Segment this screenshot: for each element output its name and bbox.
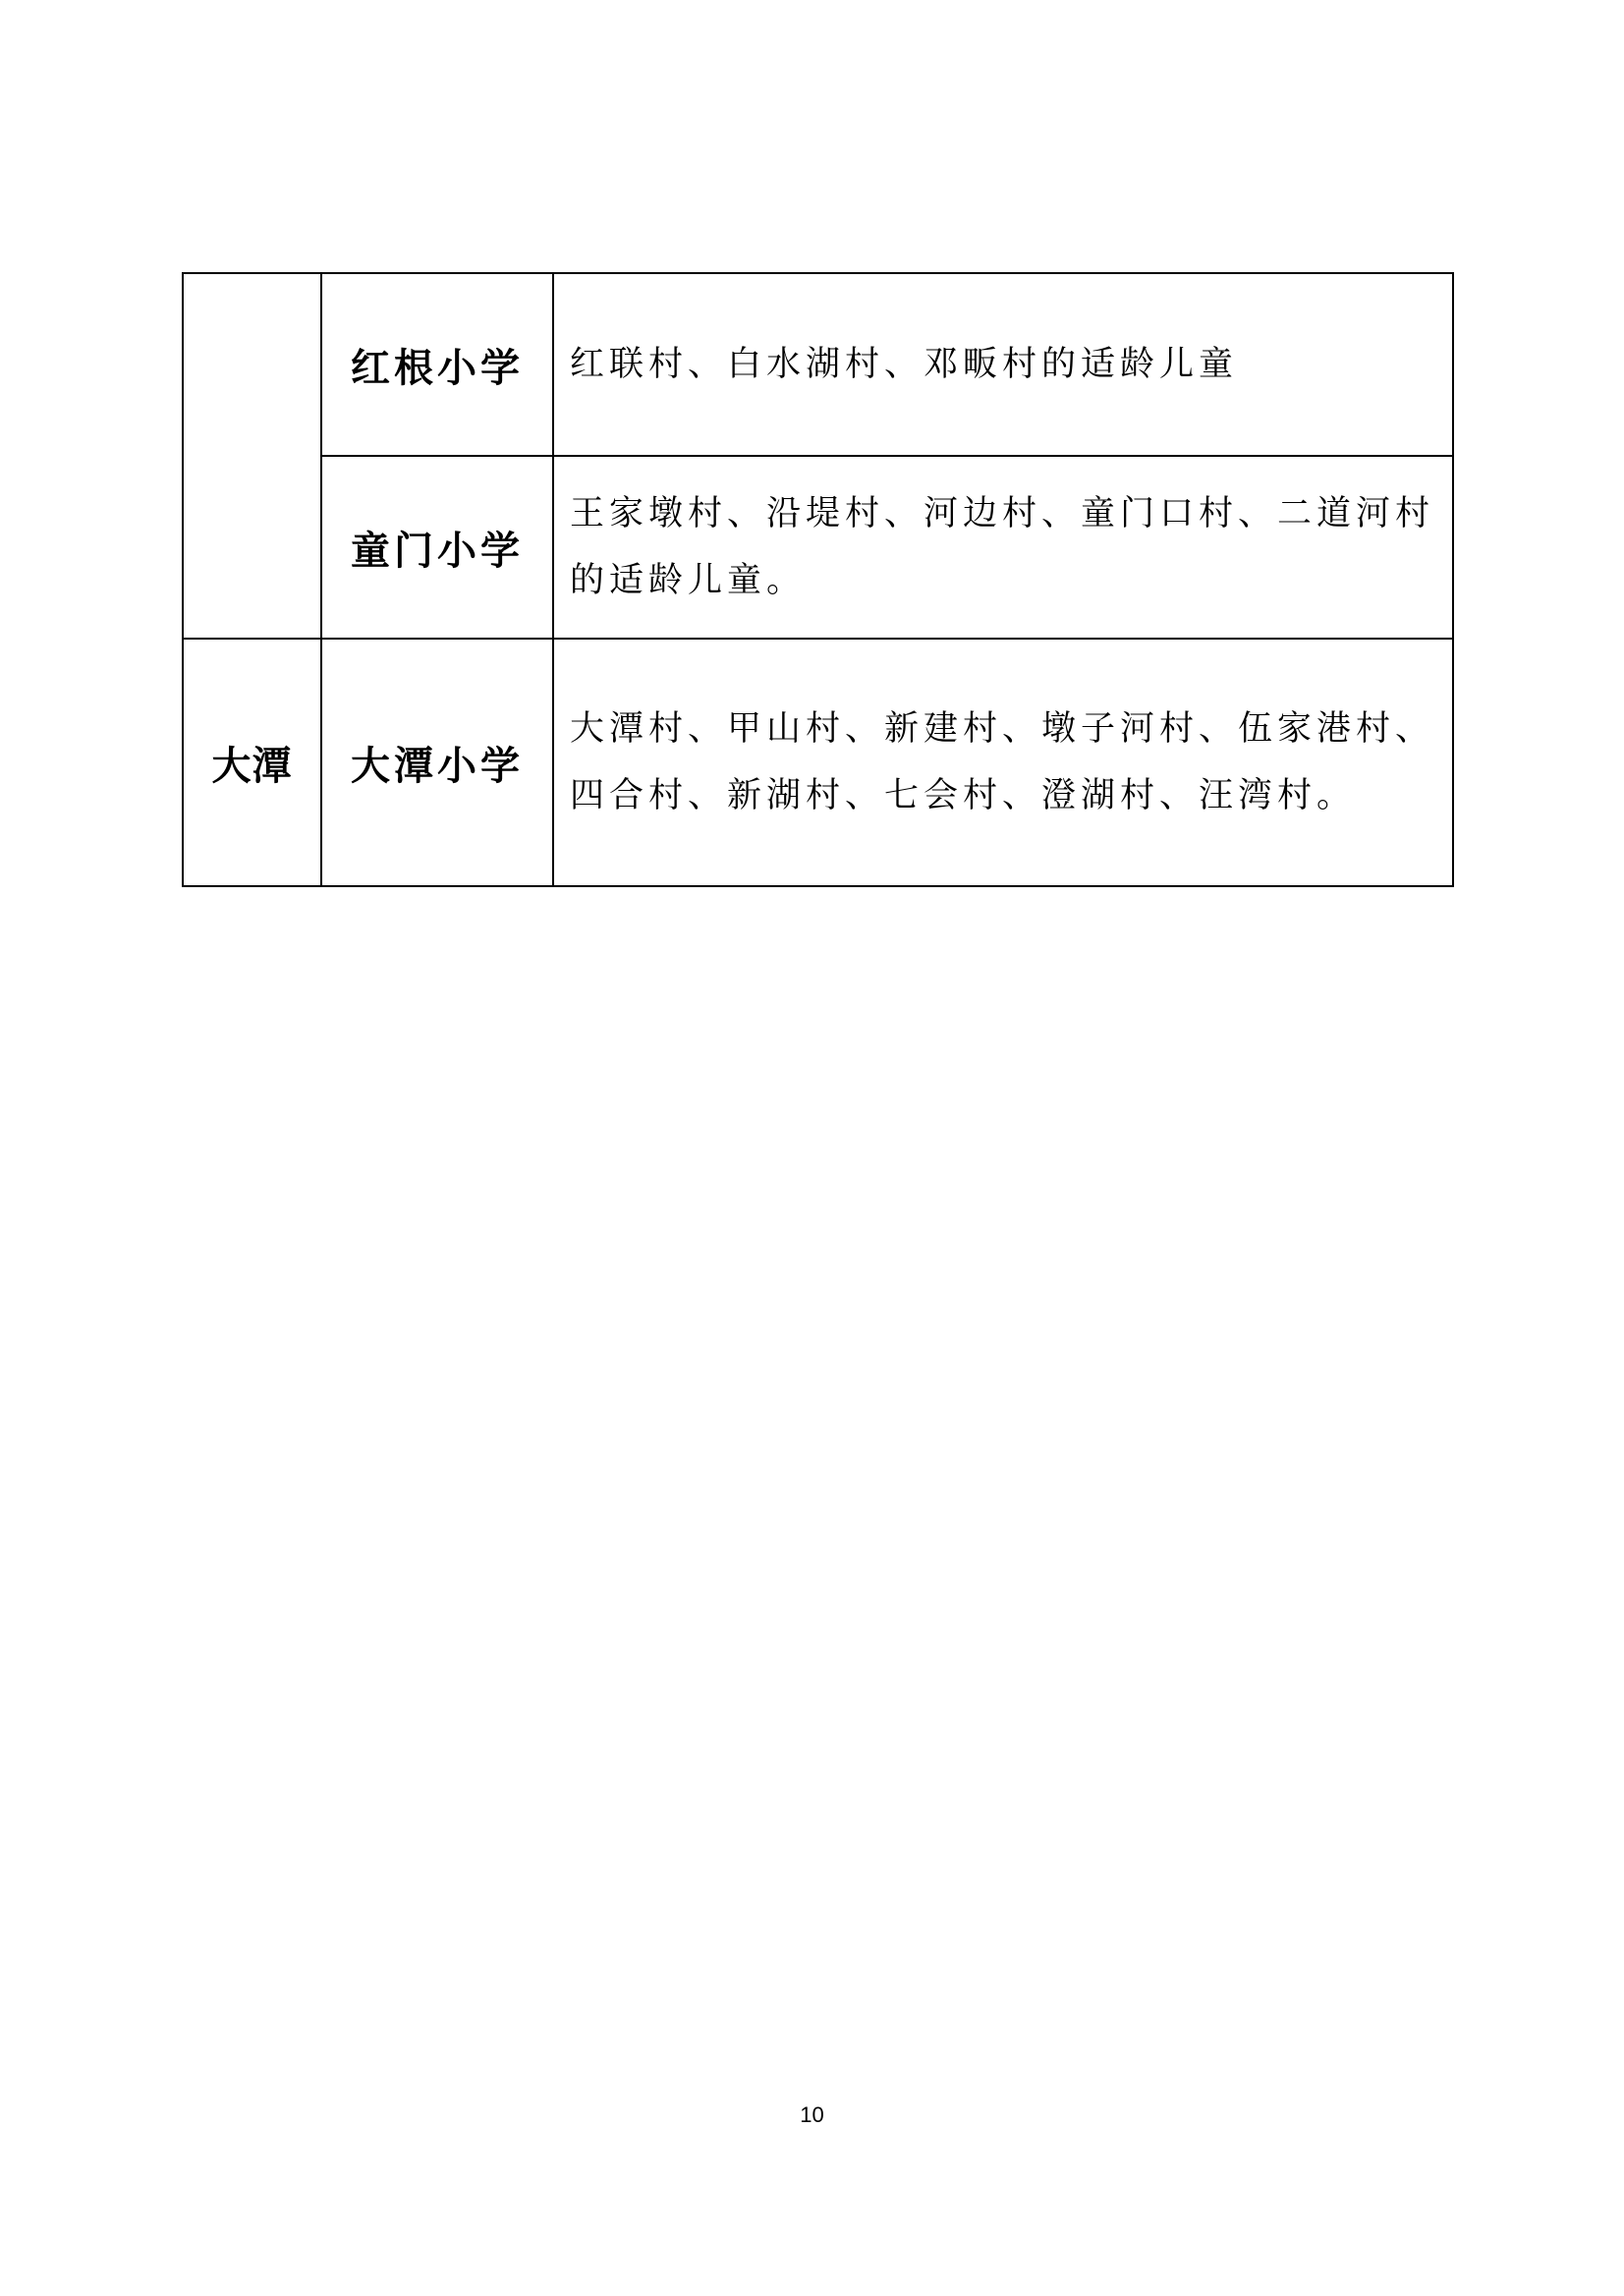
- enrollment-area-cell: 红联村、白水湖村、邓畈村的适龄儿童: [553, 273, 1453, 456]
- school-name-cell: 童门小学: [321, 456, 553, 639]
- town-name-cell: 大潭: [183, 639, 321, 886]
- page-number: 10: [800, 2102, 824, 2127]
- table-row: [183, 273, 1453, 456]
- town-cell-continued: [183, 273, 321, 639]
- table-row: [183, 639, 1453, 886]
- school-name-cell: 红根小学: [321, 273, 553, 456]
- school-name-cell: 大潭小学: [321, 639, 553, 886]
- table-row: [183, 456, 1453, 639]
- school-district-table: [182, 272, 1454, 887]
- enrollment-area-cell: 大潭村、甲山村、新建村、墩子河村、伍家港村、四合村、新湖村、七会村、澄湖村、汪湾村。: [553, 639, 1453, 886]
- enrollment-area-cell: 王家墩村、沿堤村、河边村、童门口村、二道河村的适龄儿童。: [553, 456, 1453, 639]
